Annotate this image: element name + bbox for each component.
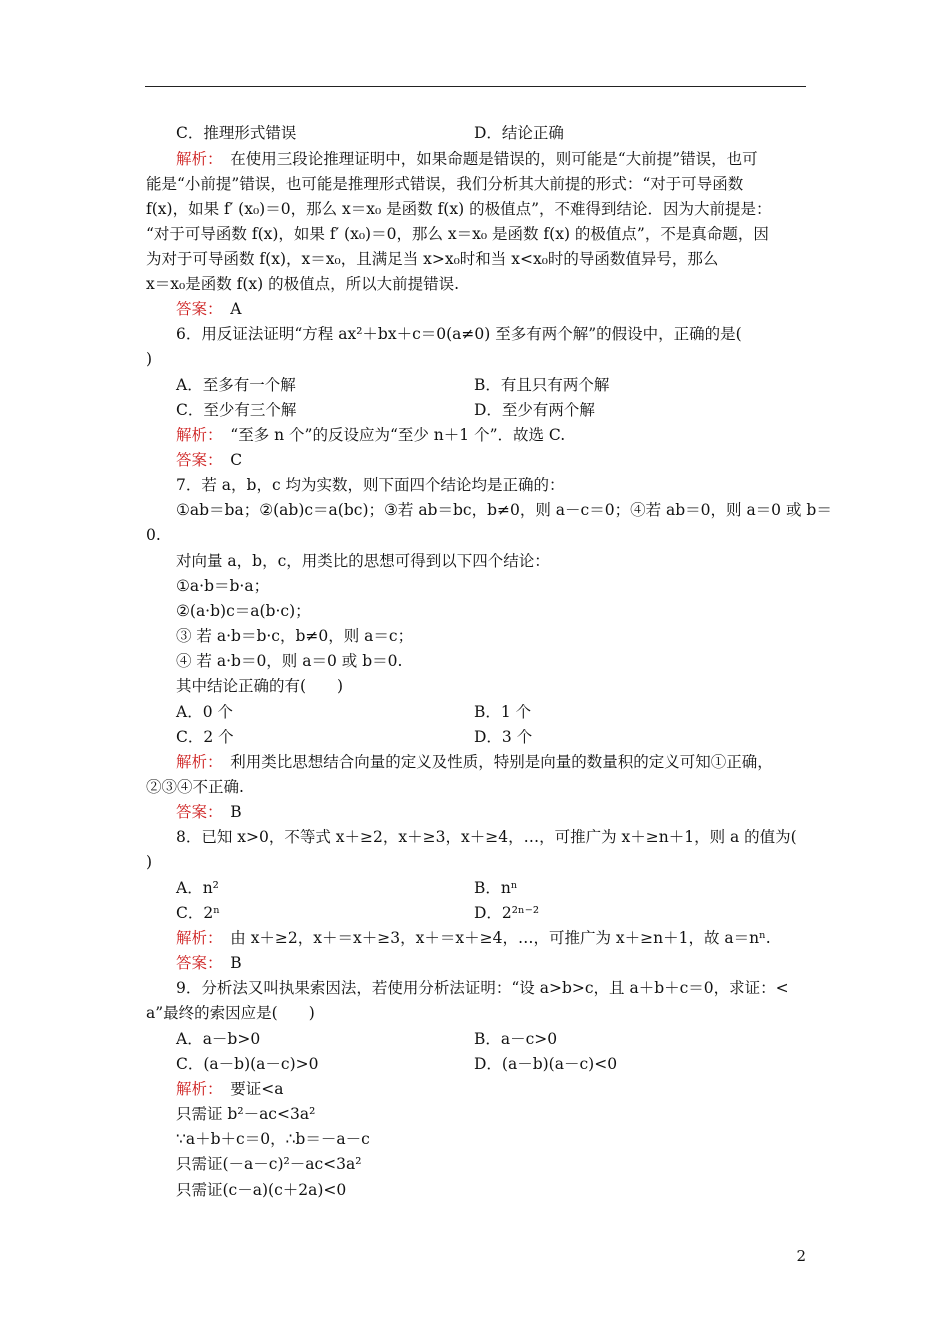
text-line: a”最终的索因应是( ) [146,1004,315,1022]
text-line: ②③④不正确. [146,778,244,796]
question-9: 9．分析法又叫执果索因法，若使用分析法证明：“设 a>b>c，且 a＋b＋c＝0，求证：< [176,979,789,997]
text-line: 只需证 b²－ac<3a² [176,1105,316,1123]
option-c: C．至少有三个解 [176,401,297,419]
analysis-text: “至多 n 个”的反设应为“至少 n＋1 个”．故选 C. [214,426,566,444]
page-number: 2 [796,1247,806,1265]
option-b: B．a－c>0 [474,1030,558,1048]
option-c: C．2ⁿ [176,904,220,922]
answer-line [176,299,241,319]
answer-label: 答案： [176,803,215,821]
option-b: B．1 个 [474,703,532,721]
option-b: B．有且只有两个解 [474,376,610,394]
answer-value: B [214,954,242,972]
analysis-label: 解析： [176,150,215,168]
option-a: A．至多有一个解 [176,376,296,394]
analysis-text: 要证<a [214,1080,284,1098]
text-line: ∵a＋b＋c＝0，∴b＝－a－c [176,1130,370,1148]
text-line: ①a·b＝b·a； [176,577,270,595]
answer-value: B [214,803,242,821]
analysis-text: 由 x＋≥2，x＋＝x＋≥3，x＋＝x＋≥4，…，可推广为 x＋≥n＋1，故 a＝nⁿ. [214,929,771,947]
analysis-label: 解析： [176,1080,215,1098]
text-line: 只需证(－a－c)²－ac<3a² [176,1155,362,1173]
text-line: ④ 若 a·b＝0，则 a＝0 或 b＝0. [176,652,403,670]
option-c: C．推理形式错误 [176,124,297,142]
answer-value: A [214,300,242,318]
text-line: ①ab＝ba；②(ab)c＝a(bc)；③若 ab＝bc，b≠0，则 a－c＝0；④若 ab＝0，则 a＝0 或 b＝ [176,501,832,519]
answer-line [176,450,242,470]
text-line: ③ 若 a·b＝b·c，b≠0，则 a＝c； [176,627,414,645]
analysis-line [176,752,773,772]
analysis-line [176,928,771,948]
option-d: D．2²ⁿ⁻² [474,904,540,922]
option-b: B．nⁿ [474,879,518,897]
option-d: D．结论正确 [474,124,564,142]
question-6: 6．用反证法证明“方程 ax²＋bx＋c＝0(a≠0) 至多有两个解”的假设中，正确的是( [176,325,742,343]
analysis-text: 在使用三段论推理证明中，如果命题是错误的，则可能是“大前提”错误，也可 [214,150,758,168]
answer-value: C [214,451,243,469]
analysis-line [176,425,565,445]
option-d: D．(a－b)(a－c)<0 [474,1055,618,1073]
text-line: 为对于可导函数 f(x)，x＝x₀，且满足当 x>x₀时和当 x<x₀时的导函数值异号，那么 [146,250,719,268]
analysis-line [176,1079,284,1099]
text-line: 其中结论正确的有( ) [176,677,344,695]
text-line: ) [146,350,153,368]
text-line: 能是“小前提”错误，也可能是推理形式错误，我们分析其大前提的形式：“对于可导函数 [146,175,744,193]
analysis-text: 利用类比思想结合向量的定义及性质，特别是向量的数量积的定义可知①正确， [214,753,773,771]
text-line: ) [146,853,153,871]
text-line: x＝x₀是函数 f(x) 的极值点，所以大前提错误. [146,275,460,293]
analysis-label: 解析： [176,929,215,947]
answer-label: 答案： [176,954,215,972]
text-line: f(x)，如果 f′ (x₀)＝0，那么 x＝x₀ 是函数 f(x) 的极值点”，不难得到结论．因为大前提是： [146,200,772,218]
text-line: 0. [146,526,161,544]
analysis-label: 解析： [176,753,215,771]
question-7: 7．若 a，b，c 均为实数，则下面四个结论均是正确的： [176,476,565,494]
text-line: 只需证(c－a)(c＋2a)<0 [176,1181,347,1199]
answer-line [176,802,242,822]
question-8: 8．已知 x>0，不等式 x＋≥2，x＋≥3，x＋≥4，…，可推广为 x＋≥n＋1，则 a 的值为( [176,828,797,846]
option-a: A．n² [176,879,219,897]
text-line: “对于可导函数 f(x)，如果 f′ (x₀)＝0，那么 x＝x₀ 是函数 f(x) 的极值点”，不是真命题，因 [146,225,769,243]
text-line: ②(a·b)c＝a(b·c)； [176,602,311,620]
analysis-line [176,149,758,169]
header-rule [145,86,806,87]
answer-label: 答案： [176,300,215,318]
option-c: C．(a－b)(a－c)>0 [176,1055,319,1073]
text-line: 对向量 a，b，c，用类比的思想可得到以下四个结论： [176,552,550,570]
option-a: A．0 个 [176,703,233,721]
option-a: A．a－b>0 [176,1030,261,1048]
option-c: C．2 个 [176,728,234,746]
answer-line [176,953,242,973]
analysis-label: 解析： [176,426,215,444]
option-d: D．3 个 [474,728,533,746]
answer-label: 答案： [176,451,215,469]
option-d: D．至少有两个解 [474,401,595,419]
